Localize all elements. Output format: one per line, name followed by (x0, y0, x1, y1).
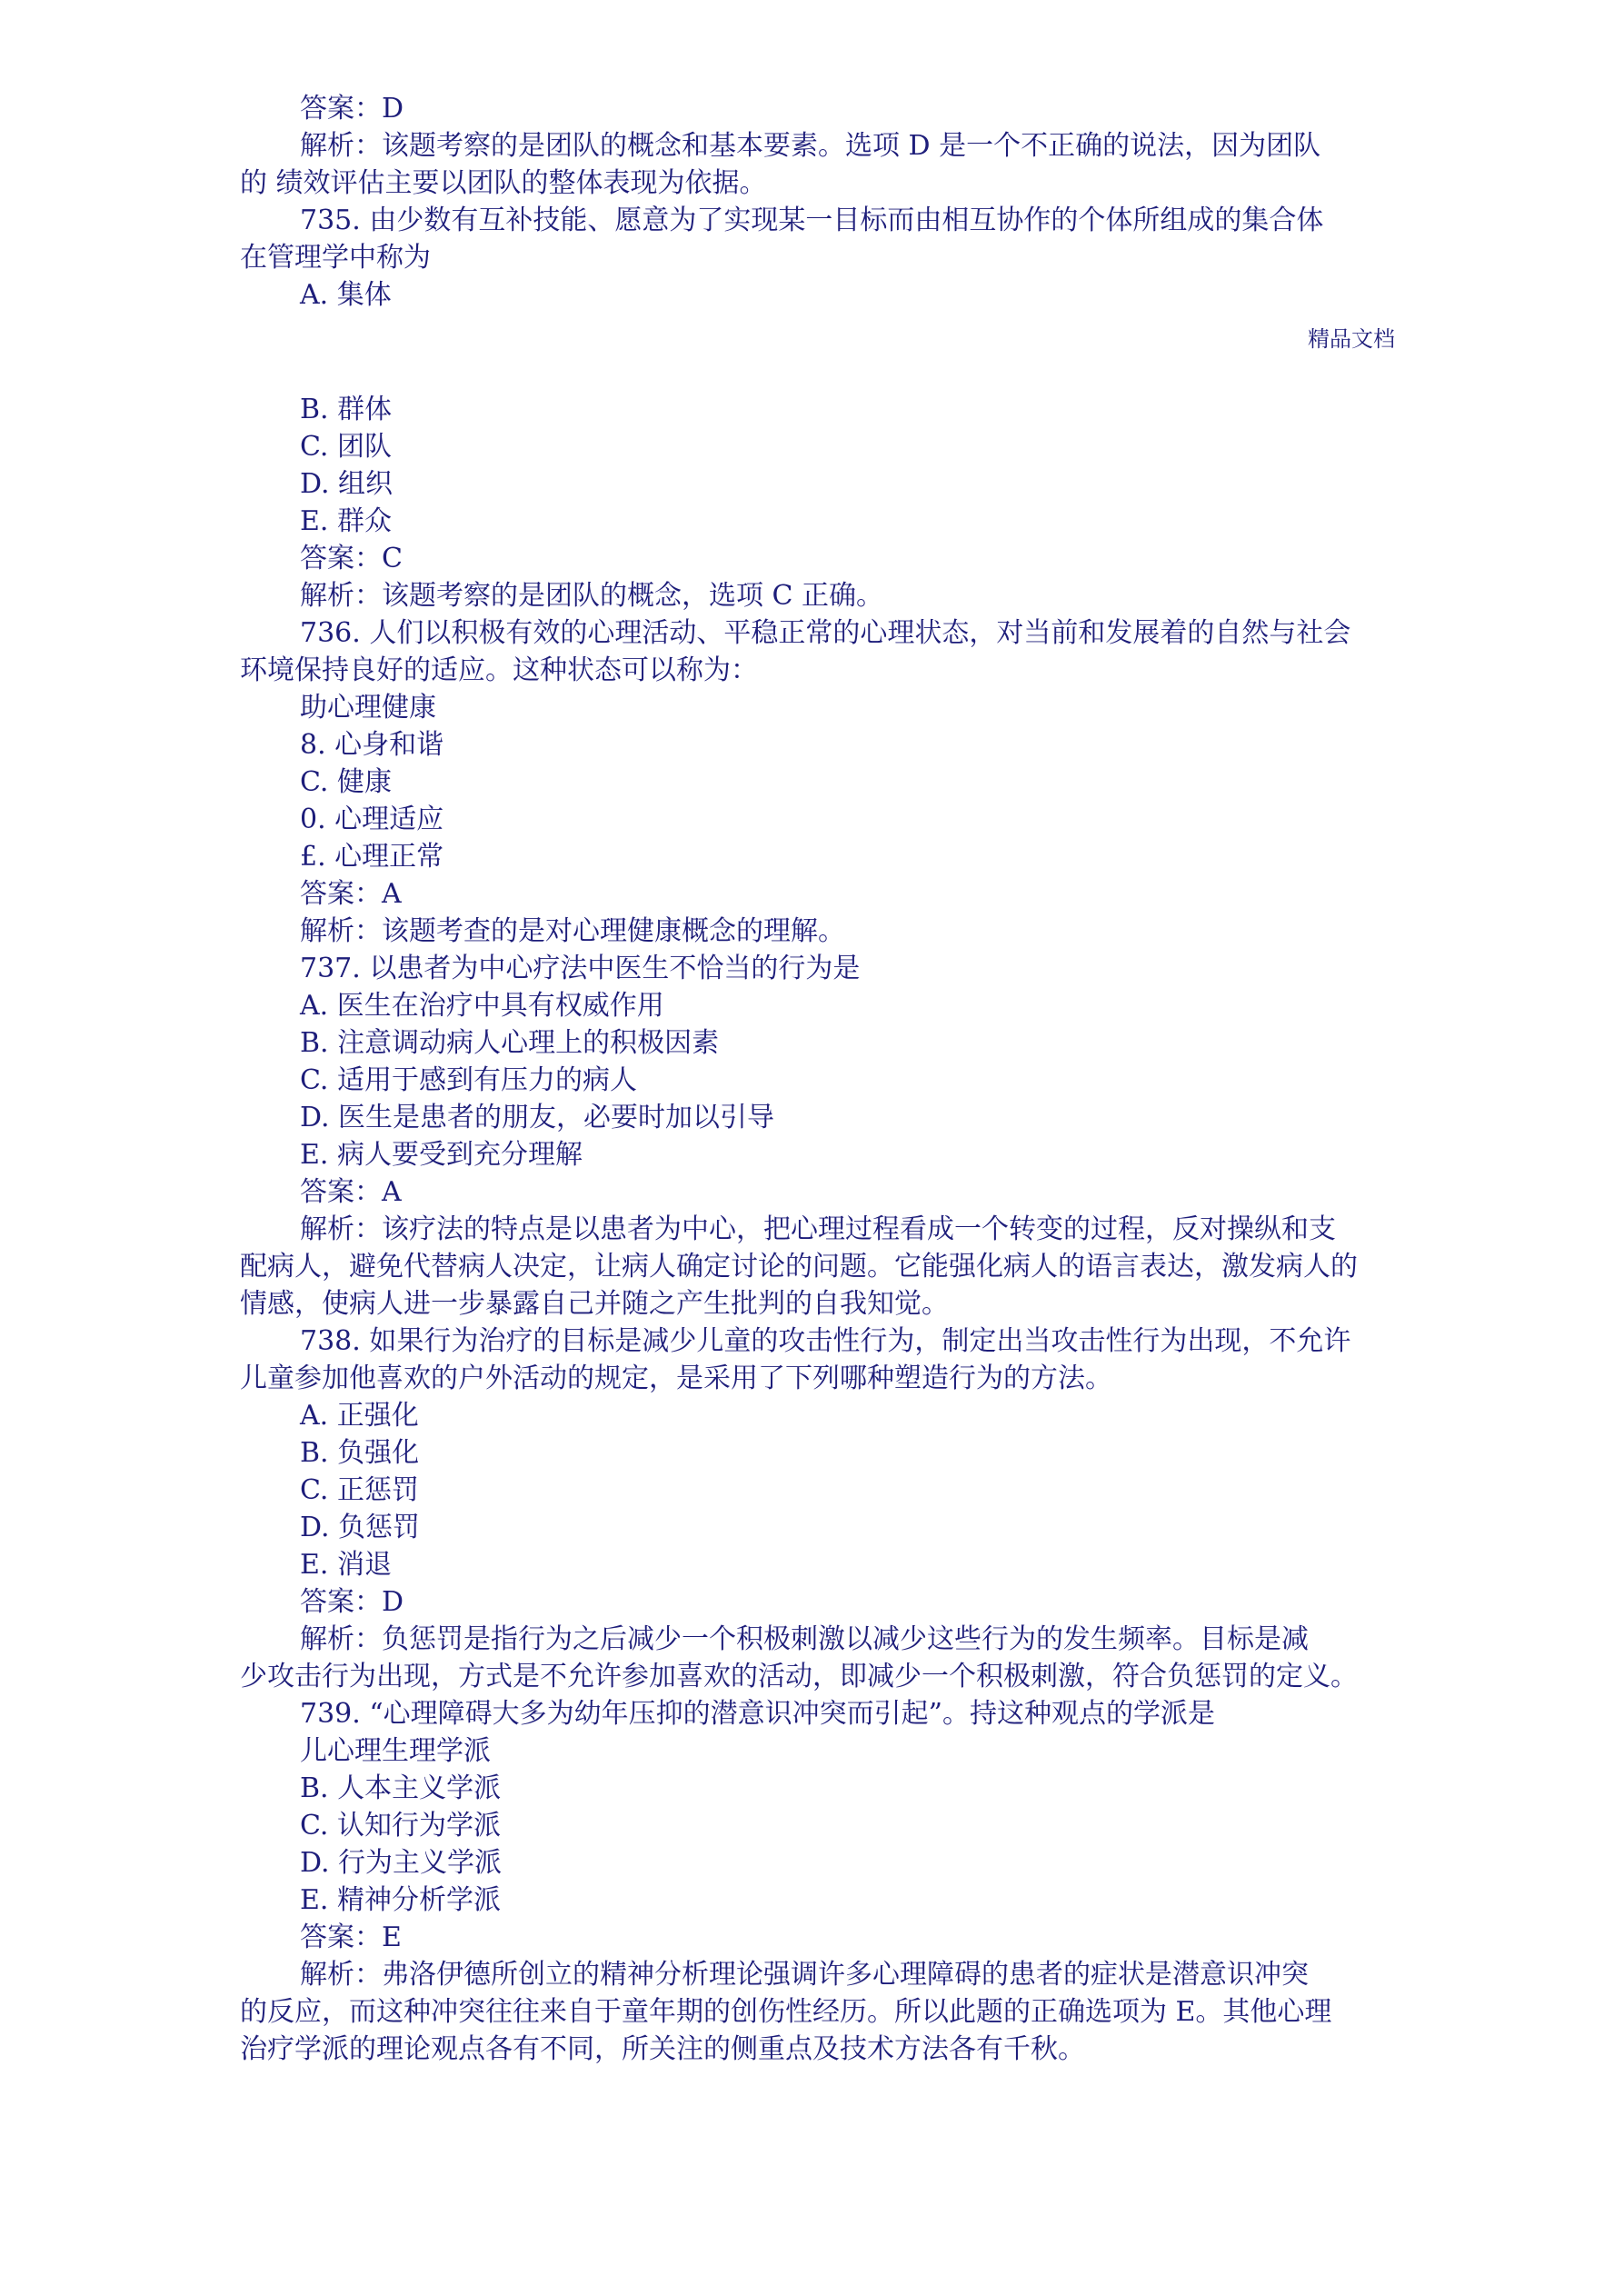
answer-line: 答案：C (300, 543, 403, 574)
answer-line: 答案：E (300, 1922, 402, 1953)
option-a: 儿心理生理学派 (300, 1735, 491, 1767)
analysis-line: 解析：该疗法的特点是以患者为中心，把心理过程看成一个转变的过程，反对操纵和支 (300, 1213, 1336, 1245)
analysis-line: 少攻击行为出现，方式是不允许参加喜欢的活动，即减少一个积极刺激，符合负惩罚的定义。 (240, 1661, 1358, 1692)
option-d: D. 组织 (300, 468, 394, 500)
option-c: C. 正惩罚 (300, 1474, 419, 1506)
option-e: E. 病人要受到充分理解 (300, 1139, 583, 1171)
option-b: B. 人本主义学派 (300, 1772, 502, 1804)
analysis-line: 情感，使病人进一步暴露自己并随之产生批判的自我知觉。 (240, 1288, 949, 1320)
option-e: E. 消退 (300, 1549, 392, 1581)
question-stem: 738. 如果行为治疗的目标是减少儿童的攻击性行为，制定出当攻击性行为出现，不允许 (300, 1325, 1351, 1357)
option-d: D. 医生是患者的朋友，必要时加以引导 (300, 1102, 775, 1133)
option-b: B. 群体 (300, 394, 393, 425)
question-stem: 环境保持良好的适应。这种状态可以称为： (240, 654, 758, 686)
analysis-line: 解析：该题考察的是团队的概念和基本要素。选项 D 是一个不正确的说法，因为团队 (300, 130, 1321, 162)
question-stem: 739. “心理障碍大多为幼年压抑的潜意识冲突而引起”。持这种观点的学派是 (300, 1698, 1216, 1730)
option-c: C. 认知行为学派 (300, 1810, 501, 1842)
option-e: E. 精神分析学派 (300, 1884, 501, 1916)
answer-line: 答案：A (300, 1176, 402, 1208)
option-c: C. 团队 (300, 431, 392, 463)
option-d: D. 负惩罚 (300, 1512, 421, 1543)
answer-line: 答案：D (300, 93, 404, 125)
option-c: C. 适用于感到有压力的病人 (300, 1064, 637, 1096)
header-mark: 精品文档 (1308, 326, 1395, 352)
option-b: 8. 心身和谐 (300, 729, 444, 761)
option-e: £. 心理正常 (300, 841, 444, 873)
analysis-line: 的 绩效评估主要以团队的整体表现为依据。 (240, 167, 767, 199)
analysis-line: 配病人，避免代替病人决定，让病人确定讨论的问题。它能强化病人的语言表达，激发病人的 (240, 1251, 1358, 1283)
option-e: E. 群众 (300, 505, 392, 537)
option-c: C. 健康 (300, 766, 392, 798)
question-stem: 儿童参加他喜欢的户外活动的规定，是采用了下列哪种塑造行为的方法。 (240, 1363, 1112, 1394)
question-stem: 在管理学中称为 (240, 242, 431, 274)
answer-line: 答案：A (300, 878, 402, 910)
option-a: A. 集体 (300, 279, 392, 311)
analysis-line: 解析：该题考察的是团队的概念，选项 C 正确。 (300, 580, 884, 612)
option-a: A. 正强化 (300, 1400, 419, 1432)
analysis-line: 解析：负惩罚是指行为之后减少一个积极刺激以减少这些行为的发生频率。目标是减 (300, 1623, 1309, 1655)
analysis-line: 的反应，而这种冲突往往来自于童年期的创伤性经历。所以此题的正确选项为 E。其他心理 (240, 1996, 1332, 2028)
option-d: 0. 心理适应 (300, 804, 444, 835)
analysis-line: 解析：弗洛伊德所创立的精神分析理论强调许多心理障碍的患者的症状是潜意识冲突 (300, 1959, 1309, 1991)
answer-line: 答案：D (300, 1586, 404, 1618)
option-a: 助心理健康 (300, 692, 436, 724)
option-b: B. 负强化 (300, 1437, 420, 1469)
question-stem: 736. 人们以积极有效的心理活动、平稳正常的心理状态，对当前和发展着的自然与社会 (300, 617, 1351, 649)
analysis-line: 解析：该题考查的是对心理健康概念的理解。 (300, 915, 845, 947)
analysis-line: 治疗学派的理论观点各有不同，所关注的侧重点及技术方法各有千秋。 (240, 2033, 1085, 2065)
option-b: B. 注意调动病人心理上的积极因素 (300, 1027, 720, 1059)
question-stem: 737. 以患者为中心疗法中医生不恰当的行为是 (300, 953, 861, 984)
option-a: A. 医生在治疗中具有权威作用 (300, 990, 664, 1022)
option-d: D. 行为主义学派 (300, 1847, 503, 1879)
question-stem: 735. 由少数有互补技能、愿意为了实现某一目标而由相互协作的个体所组成的集合体 (300, 205, 1324, 236)
